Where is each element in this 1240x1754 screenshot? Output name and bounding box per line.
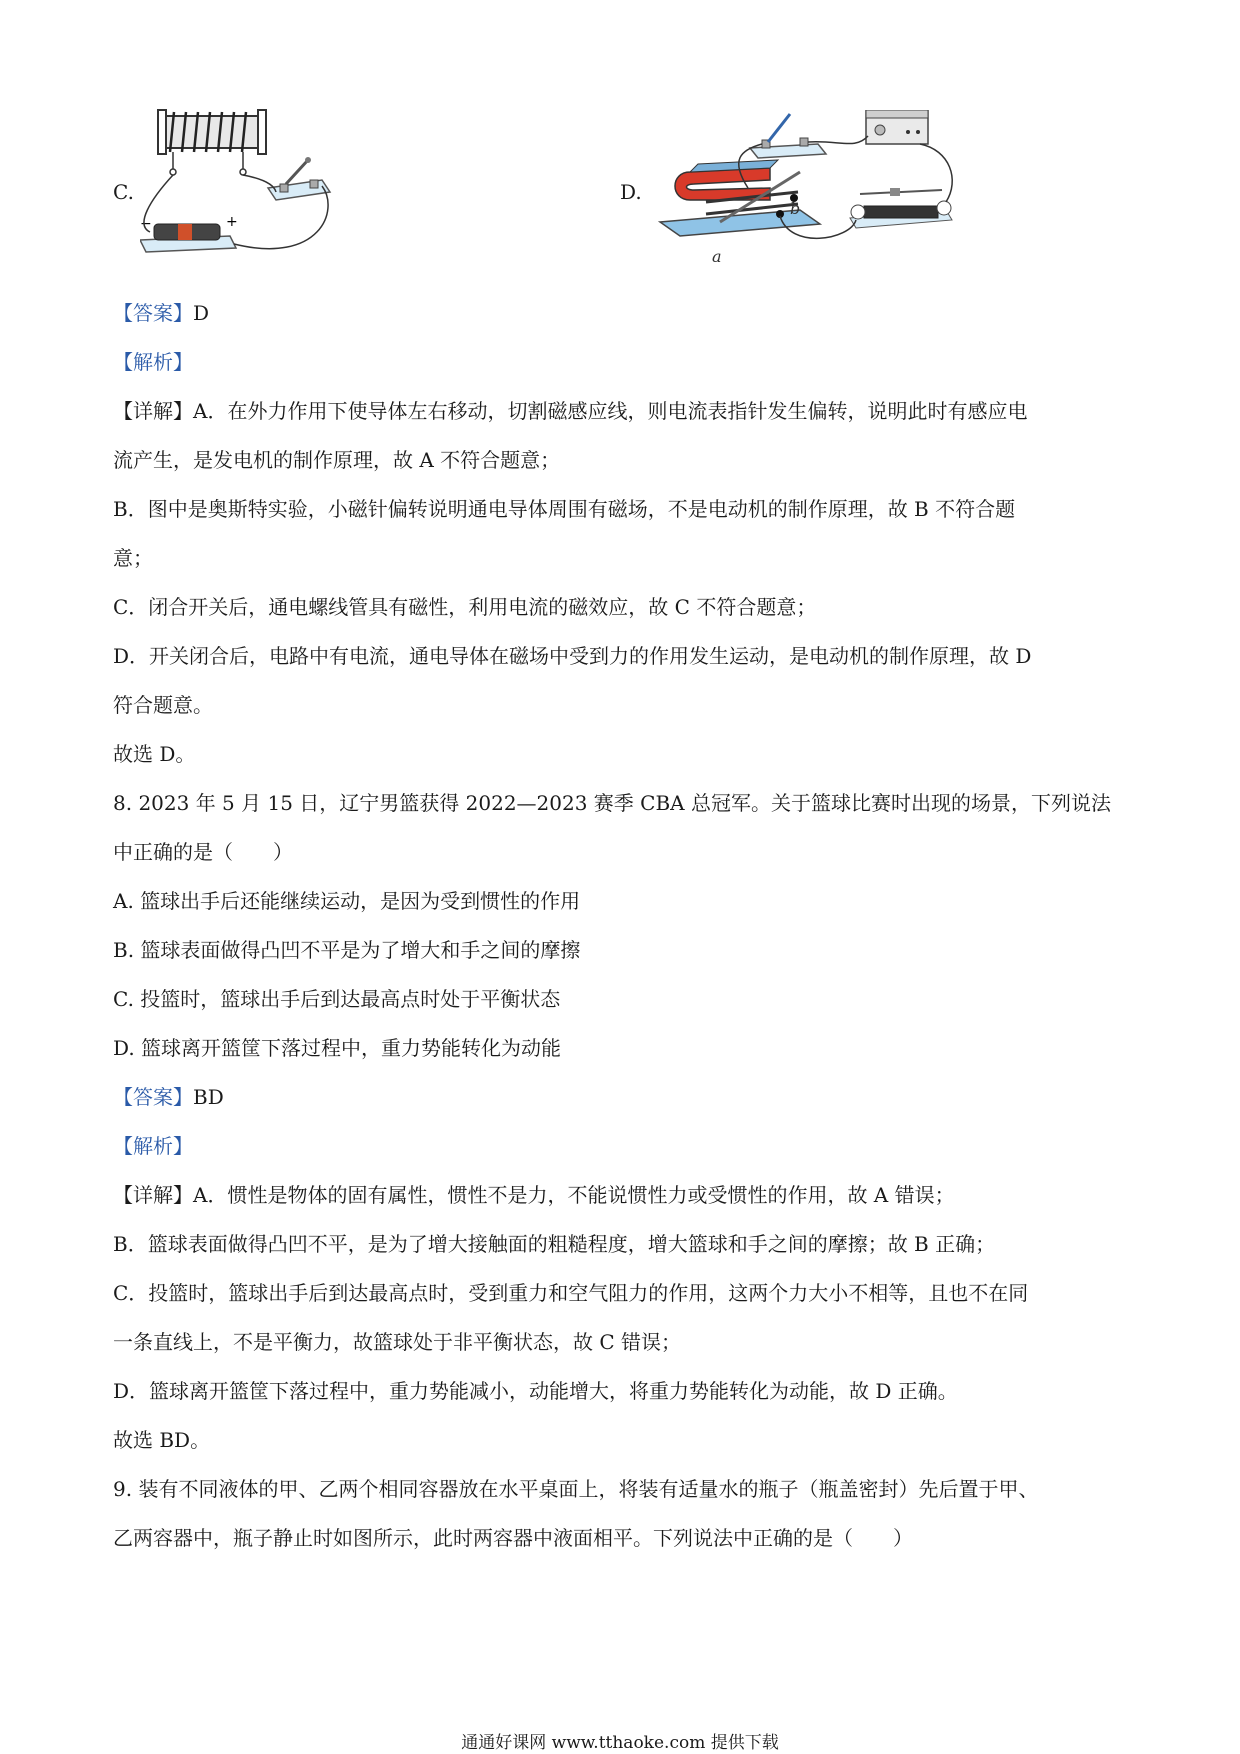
q8-analysis-tag: 【解析】 (113, 1134, 193, 1158)
option-d-label: D. (620, 180, 642, 204)
q8-option-a: A. 篮球出手后还能继续运动，是因为受到惯性的作用 (113, 889, 581, 913)
q7-detail-line-2: 流产生，是发电机的制作原理，故 A 不符合题意； (113, 448, 561, 472)
q7-answer-value: D (193, 301, 210, 325)
battery-plus-label: + (226, 214, 238, 230)
q8-detail-line-1 (113, 1181, 955, 1209)
q9-stem-line-2: 乙两容器中，瓶子静止时如图所示，此时两容器中液面相平。下列说法中正确的是（ ） (113, 1526, 913, 1550)
q7-analysis-tag: 【解析】 (113, 350, 193, 374)
q7-detail-line-3: B．图中是奥斯特实验，小磁针偏转说明通电导体周围有磁场，不是电动机的制作原理，故 B 不符合题 (113, 497, 1016, 521)
q8-option-c: C. 投篮时，篮球出手后到达最高点时处于平衡状态 (113, 987, 561, 1011)
q7-detail-text-1: A．在外力作用下使导体左右移动，切割磁感应线，则电流表指针发生偏转，说明此时有感应电 (193, 399, 1028, 423)
q8-answer (113, 1083, 224, 1111)
q8-conclusion: 故选 BD。 (113, 1428, 211, 1452)
q8-detail-line-5: D．篮球离开篮筐下落过程中，重力势能减小，动能增大，将重力势能转化为动能，故 D 正确。 (113, 1379, 958, 1403)
q7-detail-line-5: C．闭合开关后，通电螺线管具有磁性，利用电流的磁效应，故 C 不符合题意； (113, 595, 817, 619)
q8-option-d: D. 篮球离开篮筐下落过程中，重力势能转化为动能 (113, 1036, 562, 1060)
page-footer: 通通好课网 www.tthaoke.com 提供下载 (461, 1733, 779, 1753)
q8-detail-tag: 【详解】 (113, 1183, 193, 1207)
solenoid-circuit-figure (140, 100, 380, 285)
q8-stem-line-2: 中正确的是（ ） (113, 840, 293, 864)
q7-conclusion: 故选 D。 (113, 742, 196, 766)
q7-detail-line-7: 符合题意。 (113, 693, 213, 717)
q8-option-b: B. 篮球表面做得凸凹不平是为了增大和手之间的摩擦 (113, 938, 581, 962)
q8-detail-line-4: 一条直线上，不是平衡力，故篮球处于非平衡状态，故 C 错误； (113, 1330, 682, 1354)
point-b-label: b (790, 199, 801, 218)
q8-stem-line-1: 8. 2023 年 5 月 15 日，辽宁男篮获得 2022—2023 赛季 CBA 总冠军。关于篮球比赛时出现的场景，下列说法 (113, 791, 1111, 815)
q7-detail-line-6: D．开关闭合后，电路中有电流，通电导体在磁场中受到力的作用发生运动，是电动机的制作原理，故 D (113, 644, 1032, 668)
option-c-label: C. (113, 180, 134, 204)
point-a-label: a (712, 247, 722, 266)
q8-answer-tag: 【答案】 (113, 1085, 193, 1109)
battery-minus-label: − (140, 216, 152, 232)
q8-detail-line-3: C．投篮时，篮球出手后到达最高点时，受到重力和空气阻力的作用，这两个力大小不相等，且也不在同 (113, 1281, 1029, 1305)
q8-detail-text-1: A．惯性是物体的固有属性，惯性不是力，不能说惯性力或受惯性的作用，故 A 错误； (193, 1183, 955, 1207)
q7-detail-line-1 (113, 397, 1027, 425)
q7-detail-line-4: 意； (113, 546, 153, 570)
q7-answer-tag: 【答案】 (113, 301, 193, 325)
q8-detail-line-2: B．篮球表面做得凸凹不平，是为了增大接触面的粗糙程度，增大篮球和手之间的摩擦；故 B 正确； (113, 1232, 996, 1256)
q8-answer-value: BD (193, 1085, 224, 1109)
motor-principle-figure (650, 110, 990, 270)
q7-answer (113, 299, 209, 327)
q7-detail-tag: 【详解】 (113, 399, 193, 423)
q9-stem-line-1: 9. 装有不同液体的甲、乙两个相同容器放在水平桌面上，将装有适量水的瓶子（瓶盖密封）先后置于甲、 (113, 1477, 1039, 1501)
